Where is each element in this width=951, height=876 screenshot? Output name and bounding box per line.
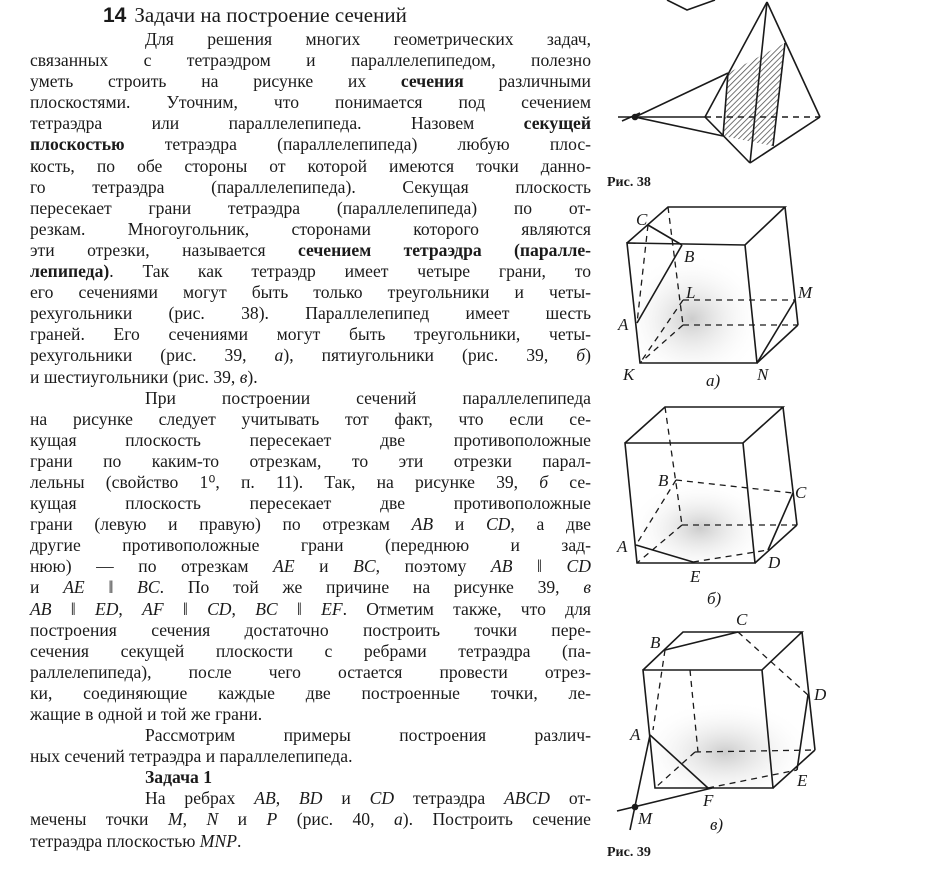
text-segment: связанных с тетраэдром и параллелепипедом, полезно [30,50,591,71]
text-segment: На ребрах [145,788,255,809]
italic-symbol: в [583,577,591,598]
italic-symbol: AB [30,598,52,619]
text-segment: , а две [510,514,591,535]
text-segment: (рис. 40, [277,809,394,830]
figure-39c-parallelepiped [617,632,815,830]
text-segment: плоскостями. Уточним, что понимается под сечением [30,92,591,113]
italic-symbol: ABCD [504,788,550,809]
text-segment: тетраэдра плоскостью [30,830,200,851]
text-segment: и [294,556,354,577]
text-segment: Рассмотрим примеры построения различ- [145,725,591,746]
text-segment: рехугольники (рис. 38). Параллелепипед имеет шесть [30,303,591,324]
text-segment: грани по каким-то отрезкам, то эти отрезки парал- [30,450,591,471]
text-segment: и [322,788,370,809]
text-segment: пересекает грани тетраэдра (параллелепипеда) по от- [30,197,591,218]
text-segment: от- [550,788,591,809]
text-segment: раллелепипеда), после чего остается провести отрез- [30,661,591,682]
point-label-n: N [757,365,769,384]
text-segment: Для решения многих геометрических задач, [145,29,591,49]
point-label-c: C [795,483,807,502]
point-label-b: B [650,633,661,652]
text-segment: , [231,598,256,619]
figure-38-tetrahedron [618,0,820,163]
italic-symbol: BC [255,598,278,619]
italic-symbol: в [239,366,248,387]
figure-38-caption: Рис. 38 [607,175,651,190]
text-segment: эти отрезки, называется [30,239,298,260]
text-segment: . Отметим также, что для [342,598,591,619]
section-heading: Задачи на построение сечений [134,3,407,27]
italic-symbol: CD [566,556,591,577]
text-segment: мечены точки [30,809,168,830]
text-segment: , [182,809,207,830]
point-label-a: A [630,725,641,744]
point-label-c: C [636,210,648,229]
text-segment: , поэтому [375,556,491,577]
point-label-l: L [686,283,696,302]
point-label-a: A [618,315,629,334]
text-segment: и [30,577,64,598]
text-segment: , [118,598,143,619]
italic-symbol: CD [207,598,232,619]
figure-39-caption: Рис. 39 [607,845,651,860]
text-segment: жащие в одной и той же грани. [30,704,263,724]
bold-term: сечения [400,71,464,92]
italic-symbol: BC [353,556,376,577]
text-segment: тетраэдра или параллелепипеда. Назовем [30,113,524,134]
italic-symbol: AE [63,577,85,598]
italic-symbol: AB [254,788,276,809]
italic-symbol: CD [369,788,395,809]
italic-symbol: BC [137,577,160,598]
text-segment: грани (левую и правую) по отрезкам [30,514,412,535]
point-label-b: B [684,247,695,266]
text-segment: сечения секущей плоскости с ребрами тетраэдра (па- [30,640,591,661]
figure-39c-sublabel: в) [710,815,724,834]
text-segment: граней. Его сечениями могут быть треугольники, четы- [30,324,591,345]
text-segment: тетраэдра [394,788,505,809]
text-segment: ‖ [512,556,567,577]
text-segment: . [236,830,242,851]
point-label-b: B [658,471,669,490]
figure-39b-sublabel: б) [707,589,722,608]
bold-term: секущей [523,113,591,134]
point-label-e: E [797,771,808,790]
text-segment: ). [247,366,258,387]
bold-term: Задача 1 [145,767,212,788]
text-segment: ‖ [84,577,138,598]
text-segment: кущая плоскость пересекает две противоположные [30,493,591,514]
bold-term: лепипеда) [30,261,110,282]
text-segment: ) [585,345,591,366]
bold-term: плоскостью [30,134,125,155]
point-label-e: E [690,567,701,586]
text-segment: . Так как тетраэдр имеет четыре грани, то [109,261,591,282]
italic-symbol: AE [273,556,295,577]
text-segment: ‖ [277,598,322,619]
text-segment: лельны (свойство 1⁰, п. 11). Так, на рисунке 39, [30,471,540,492]
point-label-d: D [768,553,781,572]
figure-39a-parallelepiped [627,207,798,363]
italic-symbol: а [274,345,284,366]
text-segment: нюю) — по отрезкам [30,556,274,577]
text-segment: ), пятиугольники (рис. 39, [283,345,577,366]
text-segment: При построении сечений параллелепипеда [145,387,591,408]
text-segment: . По той же причине на рисунке 39, [159,577,584,598]
text-segment: се- [548,471,591,492]
italic-symbol: EF [321,598,343,619]
point-label-d: D [814,685,827,704]
italic-symbol: M [167,809,183,830]
text-segment: построения сечения достаточно построить точки пере- [30,619,591,640]
italic-symbol: а [393,809,403,830]
section-number: 14 [103,4,127,27]
figure-39a-sublabel: а) [706,371,721,390]
point-label-m: M [638,809,653,828]
italic-symbol: AB [490,556,513,577]
italic-symbol: MNP [199,830,237,851]
text-segment: различными [463,71,591,92]
text-segment: рехугольники (рис. 39, [30,345,275,366]
italic-symbol: AB [411,514,434,535]
text-segment: кость, по обе стороны от которой имеются точки данно- [30,155,591,176]
point-label-c: C [736,610,748,629]
text-segment: резкам. Многоугольник, сторонами которого являются [30,218,591,239]
text-segment: ки, соединяющие каждые две построенные точки, ле- [30,682,591,703]
text-segment: , [275,788,300,809]
figure-39b-parallelepiped [625,407,797,563]
text-segment: ‖ [163,598,208,619]
text-segment: на рисунке следует учитывать тот факт, что если се- [30,408,591,429]
point-label-m: M [798,283,813,302]
point-label-a: A [617,537,628,556]
text-segment: ных сечений тетраэдра и параллелепипеда. [30,746,353,767]
text-segment: тетраэдра (параллелепипеда) любую плос- [124,134,591,155]
text-segment: го тетраэдра (параллелепипеда). Секущая плоскость [30,176,591,197]
italic-symbol: б [576,345,586,366]
point-label-k: K [623,365,635,384]
text-segment: уметь строить на рисунке их [30,71,401,92]
text-segment: его сечениями могут быть только треугольники и четы- [30,282,591,303]
bold-term: сечением тетраэдра (паралле- [297,239,591,260]
text-segment: и [433,514,486,535]
italic-symbol: BD [299,788,323,809]
text-segment: другие противоположные грани (переднюю и зад- [30,535,591,556]
italic-symbol: CD [485,514,511,535]
italic-symbol: P [266,809,278,830]
italic-symbol: ED [94,598,119,619]
text-segment: ). Построить сечение [402,809,591,830]
point-label-f: F [703,791,714,810]
text-segment: кущая плоскость пересекает две противоположные [30,429,591,450]
text-segment: и [218,809,267,830]
text-segment: и шестиугольники (рис. 39, [30,366,240,387]
italic-symbol: N [206,809,219,830]
text-segment: ‖ [51,598,95,619]
italic-symbol: б [539,471,549,492]
italic-symbol: AF [142,598,164,619]
